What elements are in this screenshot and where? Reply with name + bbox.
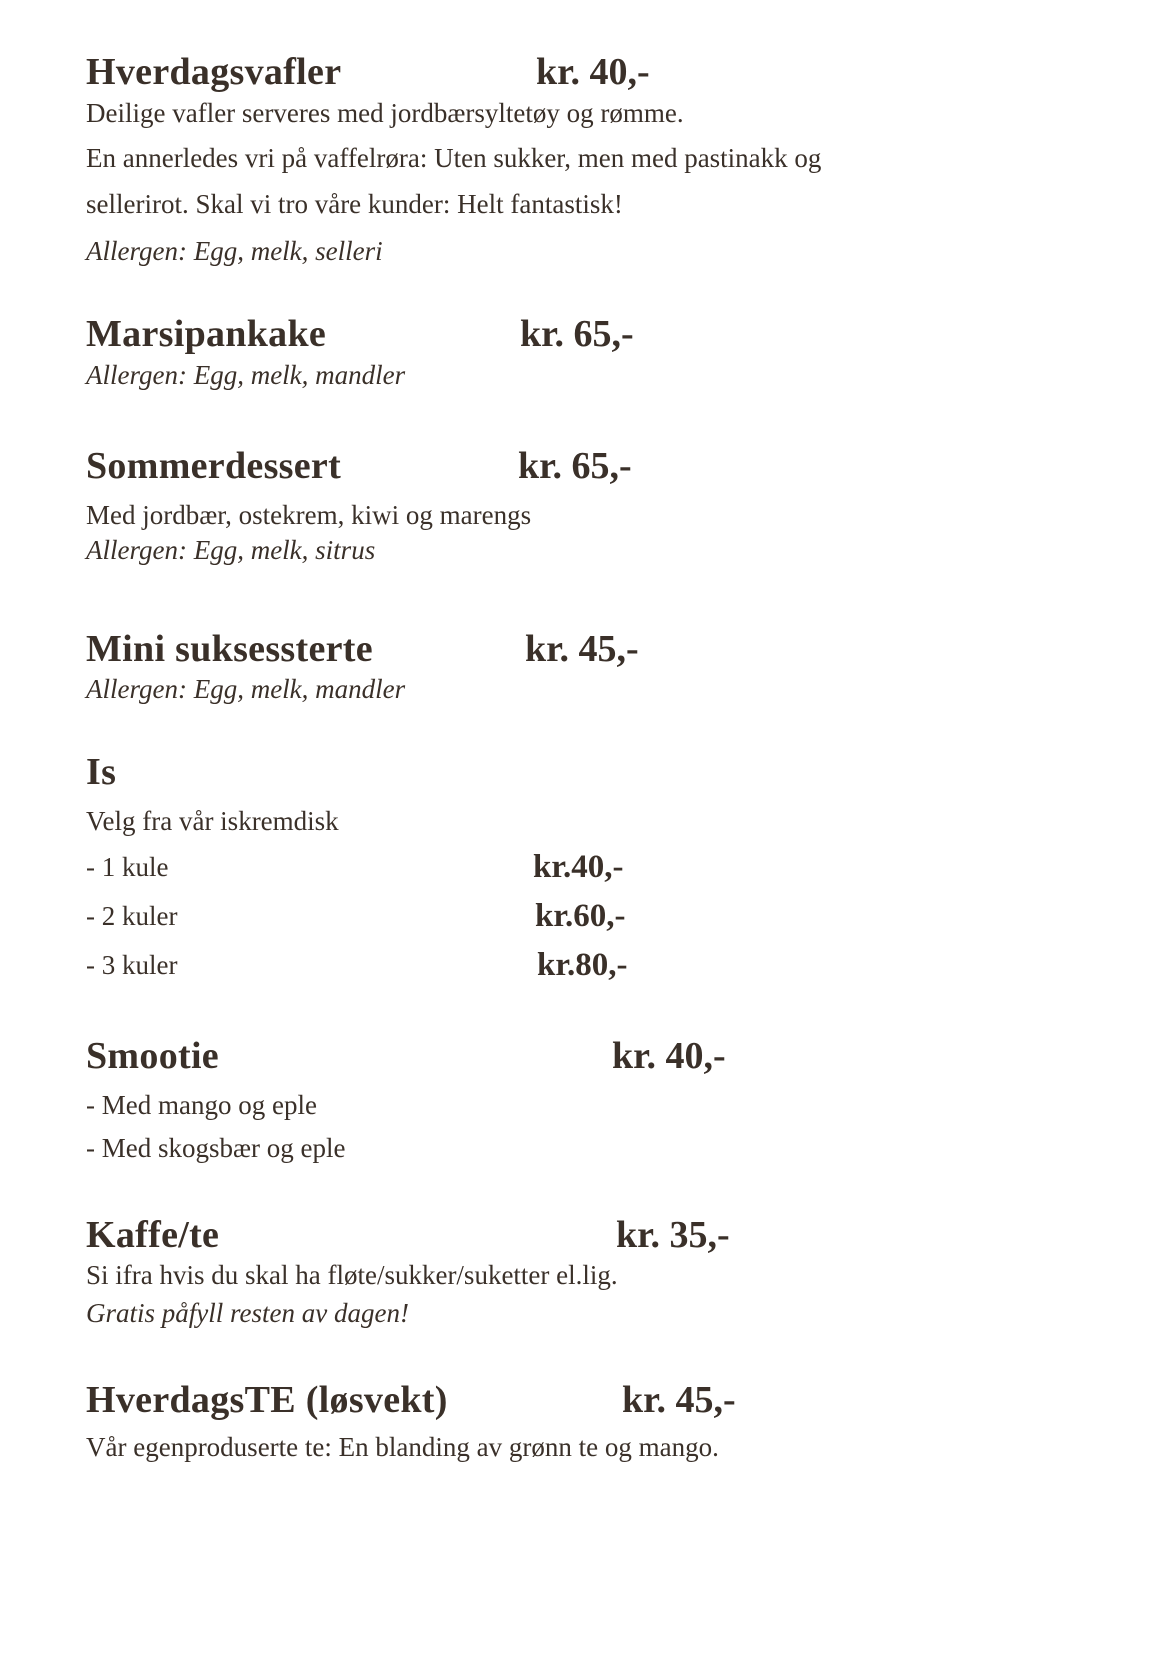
item-price-sommerdessert: kr. 65,- <box>518 445 632 487</box>
item-price-mini-suksessterte: kr. 45,- <box>525 628 639 670</box>
item-allergen: Allergen: Egg, melk, mandler <box>86 360 406 390</box>
item-price-smootie: kr. 40,- <box>612 1035 726 1077</box>
item-title-hverdagste: HverdagsTE (løsvekt) <box>86 1379 448 1421</box>
item-description-line: - Med mango og eple <box>86 1090 317 1120</box>
item-title-marsipankake: Marsipankake <box>86 313 327 355</box>
item-note: Gratis påfyll resten av dagen! <box>86 1298 409 1328</box>
item-price-marsipankake: kr. 65,- <box>520 313 634 355</box>
item-price-kaffe-te: kr. 35,- <box>616 1214 730 1256</box>
item-title-sommerdessert: Sommerdessert <box>86 445 342 487</box>
item-title-is: Is <box>86 751 117 793</box>
item-description-line: Si ifra hvis du skal ha fløte/sukker/suketter el.lig. <box>86 1260 618 1290</box>
item-title-mini-suksessterte: Mini suksessterte <box>86 628 373 670</box>
item-price-hverdagsvafler: kr. 40,- <box>536 51 650 93</box>
item-description-line: Vår egenproduserte te: En blanding av grønn te og mango. <box>86 1432 719 1462</box>
item-title-kaffe-te: Kaffe/te <box>86 1214 220 1256</box>
option-price: kr.80,- <box>537 947 628 983</box>
option-label: - 3 kuler <box>86 950 178 980</box>
item-allergen: Allergen: Egg, melk, selleri <box>86 236 383 266</box>
item-description-line: Velg fra vår iskremdisk <box>86 806 339 836</box>
item-title-smootie: Smootie <box>86 1035 219 1077</box>
option-price: kr.40,- <box>533 849 624 885</box>
item-description-line: sellerirot. Skal vi tro våre kunder: Helt fantastisk! <box>86 189 623 219</box>
item-description-line: Deilige vafler serveres med jordbærsyltetøy og rømme. <box>86 98 684 128</box>
item-title-hverdagsvafler: Hverdagsvafler <box>86 51 342 93</box>
item-allergen: Allergen: Egg, melk, mandler <box>86 674 406 704</box>
item-description-line: Med jordbær, ostekrem, kiwi og marengs <box>86 500 532 530</box>
option-label: - 2 kuler <box>86 901 178 931</box>
item-description-line: - Med skogsbær og eple <box>86 1133 346 1163</box>
option-label: - 1 kule <box>86 852 169 882</box>
item-allergen: Allergen: Egg, melk, sitrus <box>86 535 376 565</box>
item-description-line: En annerledes vri på vaffelrøra: Uten sukker, men med pastinakk og <box>86 143 822 173</box>
item-price-hverdagste: kr. 45,- <box>622 1379 736 1421</box>
option-price: kr.60,- <box>535 898 626 934</box>
